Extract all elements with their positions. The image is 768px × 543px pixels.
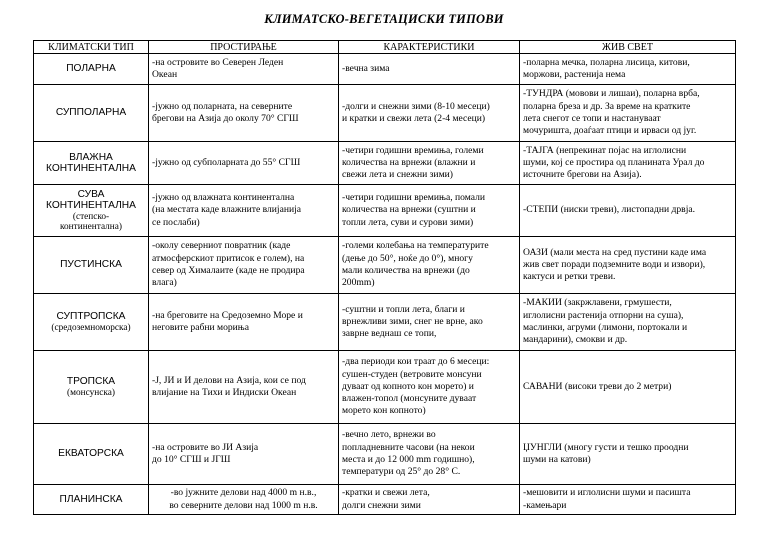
cell-text: влага) xyxy=(152,277,177,289)
climate-type-cell xyxy=(34,142,149,185)
cell-text: ПОЛАРНА xyxy=(66,63,116,75)
living-world-cell xyxy=(520,85,736,142)
cell-text: КОНТИНЕНТАЛНА xyxy=(46,163,136,174)
extent-cell xyxy=(149,185,339,237)
cell-text: ТРОПСКА xyxy=(66,376,116,387)
table-row xyxy=(34,351,736,424)
table-row xyxy=(34,294,736,351)
cell-text: брегови на Азија до околу 70° СГШ xyxy=(152,113,299,124)
characteristics-cell xyxy=(339,185,520,237)
cell-text: -J, JИ и И делови на Азија, кои се под xyxy=(152,374,306,386)
extent-cell xyxy=(149,424,339,485)
table-row xyxy=(34,485,736,515)
cell-text: се послаби) xyxy=(152,216,200,228)
cell-text: ВЛАЖНА xyxy=(69,151,113,163)
cell-text: 200mm) xyxy=(342,277,375,289)
cell-text: ЕКВАТОРСКА xyxy=(58,448,124,460)
cell-text: -вечна зима xyxy=(342,62,390,74)
extent-cell xyxy=(149,85,339,142)
characteristics-cell xyxy=(339,54,520,85)
cell-text: (монсунска) xyxy=(67,387,115,398)
climate-type-cell xyxy=(34,185,149,237)
cell-text: -долги и снежни зими (8-10 месеци) xyxy=(342,100,490,112)
living-world-cell xyxy=(520,54,736,85)
cell-text: места и до 12 000 mm годишно), xyxy=(342,454,475,465)
cell-text: маслинки, агруми (лимони, портокали и xyxy=(523,322,688,333)
cell-text: -јужно од влажната континентална xyxy=(152,192,295,204)
cell-text: -камењари xyxy=(523,499,567,511)
cell-text: морето кон копното) xyxy=(342,405,426,417)
climate-type-cell xyxy=(34,485,149,515)
cell-text: шуми на катови) xyxy=(523,454,591,465)
characteristics-cell xyxy=(339,237,520,294)
cell-text: -СТЕПИ (ниски треви), листопадни дрвја. xyxy=(523,204,696,216)
cell-text: мали количества на врнежи (до xyxy=(342,265,470,276)
cell-text: неговите рабни мориња xyxy=(152,322,249,333)
cell-text: (степско- xyxy=(72,211,110,222)
cell-text: атмосферскиот притисок е голем), на xyxy=(152,252,305,264)
table-row xyxy=(34,54,736,85)
climate-type-cell xyxy=(34,294,149,351)
cell-text: свежи лета и снежни зими) xyxy=(342,169,453,181)
cell-text: жив свет поради подземните води и извори), xyxy=(523,258,706,270)
cell-text: во северните делови над 1000 m н.в. xyxy=(169,499,318,511)
extent-cell xyxy=(149,485,339,515)
cell-text: поларна бреза и др. За време на кратките xyxy=(523,100,691,112)
cell-text: (на местата каде влажните влијанија xyxy=(152,204,302,216)
cell-text: север од Хималаите (каде не продира xyxy=(152,265,305,276)
cell-text: -во јужните делови над 4000 m н.в., xyxy=(170,487,317,499)
cell-text: СУВА xyxy=(77,188,105,200)
cell-text: ЏУНГЛИ (многу густи и тешко проодни xyxy=(523,441,689,453)
living-world-cell xyxy=(520,185,736,237)
characteristics-cell xyxy=(339,351,520,424)
cell-text: ОАЗИ (мали места на сред пустини каде има xyxy=(523,246,707,258)
cell-text: иглолисни растенија отпорни на суша), xyxy=(523,309,684,321)
table-header-row xyxy=(34,41,736,54)
cell-text: -на островите во ЈИ Азија xyxy=(152,441,259,453)
cell-text: -ТАЈГА (непрекинат појас на иглолисни xyxy=(523,144,687,156)
cell-text: и кратки и свежи лета (2-4 месеци) xyxy=(342,113,486,124)
cell-text: -четири годишни времиња, помали xyxy=(342,192,486,204)
cell-text: мандарини), смокви и др. xyxy=(523,334,628,346)
cell-text: дуваат од копното кон морето) и xyxy=(342,380,474,392)
cell-text: СУПТРОПСКА xyxy=(56,311,126,322)
header-climate-type: КЛИМАТСКИ ТИП xyxy=(34,41,149,54)
cell-text: -вечно лето, врнежи во xyxy=(342,429,436,441)
extent-cell xyxy=(149,237,339,294)
climate-type-cell xyxy=(34,237,149,294)
extent-cell xyxy=(149,351,339,424)
climate-type-cell xyxy=(34,351,149,424)
cell-text: топли лета, суви и сурови зими) xyxy=(342,216,474,228)
cell-text: (средоземноморска) xyxy=(51,322,131,333)
cell-text: температури од 25° до 28° С. xyxy=(342,466,461,478)
cell-text: влијание на Тихи и Индиски Океан xyxy=(152,387,297,398)
climate-type-cell xyxy=(34,85,149,142)
table-row xyxy=(34,85,736,142)
cell-text: -кратки и свежи лета, xyxy=(342,487,430,499)
cell-text: сушен-студен (ветровите монсуни xyxy=(342,368,482,380)
cell-text: попладневните часови (на некои xyxy=(342,441,475,453)
cell-text: -суштни и топли лета, благи и xyxy=(342,303,465,315)
cell-text: -големи колебања на температурите xyxy=(342,240,489,252)
cell-text: ПУСТИНСКА xyxy=(60,259,122,271)
cell-text: (дење до 50°, ноќе до 0°), многу xyxy=(342,252,473,264)
living-world-cell xyxy=(520,485,736,515)
cell-text: количества на врнежи (суштни и xyxy=(342,204,476,216)
cell-text: моржови, растенија нема xyxy=(523,69,626,80)
cell-text: КОНТИНЕНТАЛНА xyxy=(46,200,136,211)
cell-text: -МАКИИ (закржлавени, грмушести, xyxy=(523,297,672,309)
cell-text: -два периоди кои траат до 6 месеци: xyxy=(342,356,490,368)
living-world-cell xyxy=(520,294,736,351)
cell-text: долги снежни зими xyxy=(342,499,421,511)
cell-text: -јужно од субполарната до 55° СГШ xyxy=(152,156,301,168)
cell-text: мочуришта, доаѓаат птици и ирваси од југ. xyxy=(523,125,697,137)
living-world-cell xyxy=(520,237,736,294)
cell-text: -мешовити и иглолисни шуми и пасишта xyxy=(523,487,691,499)
cell-text: -ТУНДРА (мовови и лишаи), поларна врба, xyxy=(523,88,700,100)
living-world-cell xyxy=(520,142,736,185)
characteristics-cell xyxy=(339,485,520,515)
cell-text: континентална) xyxy=(59,222,122,232)
header-extent: ПРОСТИРАЊЕ xyxy=(149,41,339,54)
characteristics-cell xyxy=(339,424,520,485)
characteristics-cell xyxy=(339,142,520,185)
cell-text: САВАНИ (високи треви до 2 метри) xyxy=(523,380,672,392)
cell-text: количества на врнежи (влажни и xyxy=(342,156,476,168)
cell-text: Океан xyxy=(152,69,178,80)
cell-text: шуми, кој се простира од планината Урал до xyxy=(523,156,705,168)
cell-text: -поларна мечка, поларна лисица, китови, xyxy=(523,56,690,68)
table-row xyxy=(34,424,736,485)
climate-type-cell xyxy=(34,54,149,85)
header-living-world: ЖИВ СВЕТ xyxy=(520,41,736,54)
living-world-cell xyxy=(520,424,736,485)
cell-text: ПЛАНИНСКА xyxy=(59,493,123,505)
cell-text: заврне веднаш се топи, xyxy=(342,328,437,340)
table-row xyxy=(34,185,736,237)
cell-text: влажен-топол (монсуните дуваат xyxy=(342,393,477,405)
extent-cell xyxy=(149,54,339,85)
extent-cell xyxy=(149,294,339,351)
cell-text: СУППОЛАРНА xyxy=(55,107,127,119)
cell-text: кактуси и ретки треви. xyxy=(523,271,616,283)
characteristics-cell xyxy=(339,85,520,142)
page-title: КЛИМАТСКО-ВЕГЕТАЦИСКИ ТИПОВИ xyxy=(264,12,504,26)
table-row xyxy=(34,237,736,294)
cell-text: -на бреговите на Средоземно Море и xyxy=(152,309,303,321)
cell-text: источните брегови на Азија). xyxy=(523,169,642,181)
cell-text: врнежливи зими, снег не врне, ако xyxy=(342,315,483,327)
table-row xyxy=(34,142,736,185)
header-characteristics: КАРАКТЕРИСТИКИ xyxy=(339,41,520,54)
climate-type-cell xyxy=(34,424,149,485)
cell-text: -околу северниот повратник (каде xyxy=(152,240,291,252)
living-world-cell xyxy=(520,351,736,424)
cell-text: до 10° СГШ и ЈГШ xyxy=(152,454,231,465)
cell-text: -јужно од поларната, на северните xyxy=(152,100,293,112)
cell-text: лета снегот се топи и настануваат xyxy=(523,113,661,124)
cell-text: -на островите во Северен Леден xyxy=(152,56,284,68)
cell-text: -четири годишни времиња, големи xyxy=(342,144,484,156)
extent-cell xyxy=(149,142,339,185)
climate-vegetation-table xyxy=(33,40,736,515)
characteristics-cell xyxy=(339,294,520,351)
